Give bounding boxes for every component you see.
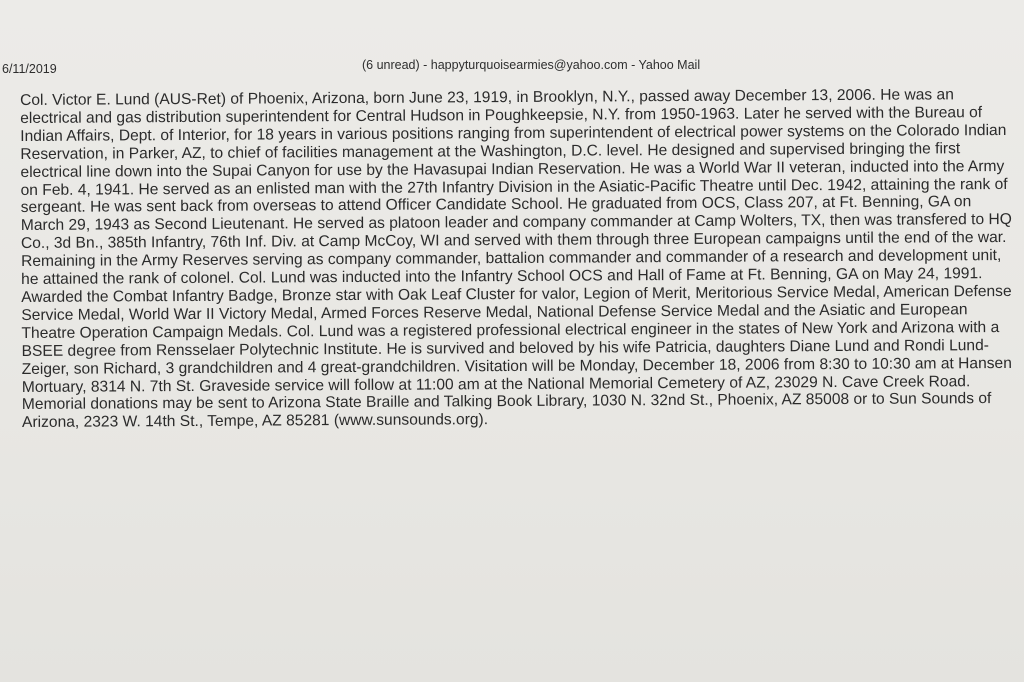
print-page-title: (6 unread) - happyturquoisearmies@yahoo.com - Yahoo Mail: [362, 58, 701, 72]
print-date: 6/11/2019: [2, 62, 57, 76]
obituary-text: Col. Victor E. Lund (AUS-Ret) of Phoenix, Arizona, born June 23, 1919, in Brooklyn, N.Y., passed away December 13, 2006. He was an electrical and gas distribution superintendent for Central Hudson in Poughkeepsie, N.Y. from 1950-1963. Later he served with the Bureau of Indian Affairs, Dept. of Interior, for 18 years in various positions ranging from superintendent of electrical power systems on the Colorado Indian Reservation, in Parker, AZ, to chief of facilities management at the Washington, D.C. level. He designed and supervised bringing the first electrical line down into the Supai Canyon for use by the Havasupai Indian Reservation. He was a World War II veteran, inducted into the Army on Feb. 4, 1941. He served as an enlisted man with the 27th Infantry Division in the Asiatic-Pacific Theatre until Dec. 1942, attaining the rank of sergeant. He was sent back from overseas to attend Officer Candidate School. He graduated from OCS, Class 207, at Ft. Benning, GA on March 29, 1943 as Second Lieutenant. He served as platoon leader and company commander at Camp Wolters, TX, then was transfered to HQ Co., 3d Bn., 385th Infantry, 76th Inf. Div. at Camp McCoy, WI and served with them through three European campaigns until the end of the war. Remaining in the Army Reserves serving as company commander, battalion commander and commander of a research and development unit, he attained the rank of colonel. Col. Lund was inducted into the Infantry School OCS and Hall of Fame at Ft. Benning, GA on May 24, 1991. Awarded the Combat Infantry Badge, Bronze star with Oak Leaf Cluster for valor, Legion of Merit, Meritorious Service Medal, American Defense Service Medal, World War II Victory Medal, Armed Forces Reserve Medal, National Defense Service Medal and the Asiatic and European Theatre Operation Campaign Medals. Col. Lund was a registered professional electrical engineer in the states of New York and Arizona with a BSEE degree from Rensselaer Polytechnic Institute. He is survived and beloved by his wife Patricia, daughters Diane Lund and Rondi Lund-Zeiger, son Richard, 3 grandchildren and 4 great-grandchildren. Visitation will be Monday, December 18, 2006 from 8:30 to 10:30 am at Hansen Mortuary, 8314 N. 7th St. Graveside service will follow at 11:00 am at the National Memorial Cemetery of AZ, 23029 N. Cave Creek Road. Memorial donations may be sent to Arizona State Braille and Talking Book Library, 1030 N. 32nd St., Phoenix, AZ 85008 or to Sun Sounds of Arizona, 2323 W. 14th St., Tempe, AZ 85281 (www.sunsounds.org).: [20, 86, 1012, 432]
